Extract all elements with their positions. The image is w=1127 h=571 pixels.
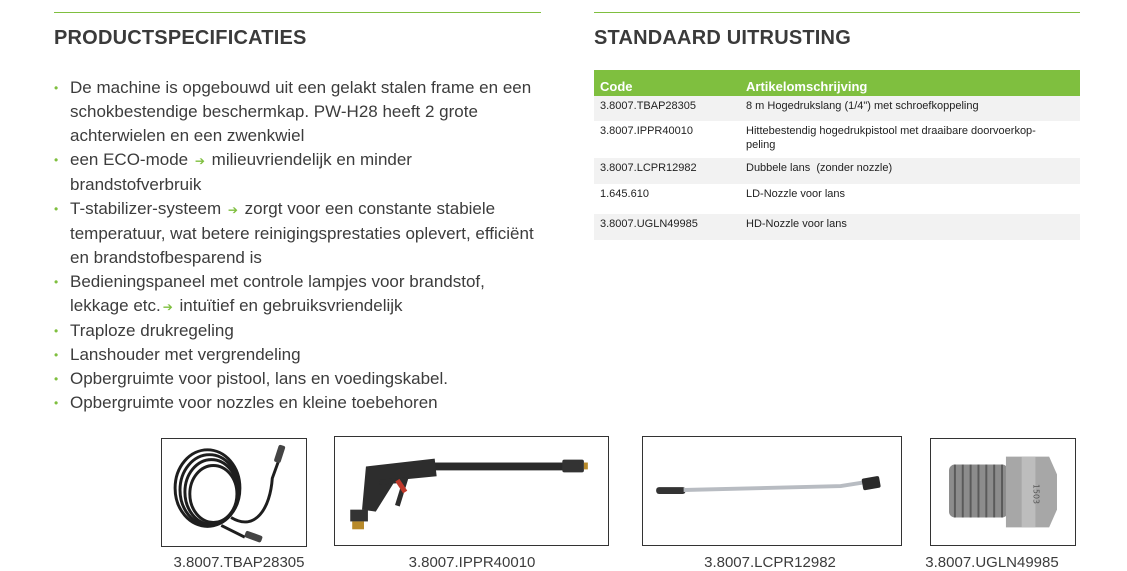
bullet-icon: • <box>54 275 59 289</box>
table-row <box>594 214 1080 240</box>
list-item: • een ECO-mode ➔ milieuvriendelijk en minder brandstofverbruik <box>54 150 412 194</box>
list-item: • De machine is opgebouwd uit een gelakt stalen frame en een schokbestendige beschermkap. PW-H28 heeft 2 grote achterwielen en een zwenkwiel <box>54 78 532 145</box>
list-item: • Lanshouder met vergrendeling <box>54 343 541 367</box>
list-item: • Traploze drukregeling <box>54 319 541 343</box>
bullet-icon: • <box>54 396 59 410</box>
cell-code: 3.8007.UGLN49985 <box>594 214 740 240</box>
equipment-table <box>594 70 1080 240</box>
bullet-icon: • <box>54 324 59 338</box>
column-header-description: Artikelomschrijving <box>740 70 1080 96</box>
spray-gun-image <box>334 436 609 546</box>
list-item: • T-stabilizer-systeem ➔ zorgt voor een constante stabiele temperatuur, wat betere reinigingsprestaties oplevert, efficiënt en brandstofbesparend is <box>54 199 534 267</box>
image-caption: 3.8007.IPPR40010 <box>408 554 536 571</box>
image-caption: 3.8007.TBAP28305 <box>173 554 305 571</box>
bullet-icon: • <box>54 202 59 216</box>
image-caption: 3.8007.LCPR12982 <box>704 554 836 571</box>
arrow-right-icon: ➔ <box>227 203 238 217</box>
cell-description: HD-Nozzle voor lans <box>740 214 1080 240</box>
cell-description: Hittebestendig hogedrukpistool met draaibare doorvoerkop-peling <box>746 125 1036 151</box>
lance-image <box>642 436 902 546</box>
cell-code: 3.8007.IPPR40010 <box>600 125 693 137</box>
table-row <box>594 121 1080 158</box>
bullet-icon: • <box>54 153 59 167</box>
arrow-right-icon: ➔ <box>162 300 173 314</box>
table-row <box>594 96 1080 121</box>
column-header-code: Code <box>594 70 740 96</box>
nozzle-marking: 1503 <box>1031 483 1041 504</box>
cell-code: 3.8007.TBAP28305 <box>594 96 740 121</box>
spray-gun-icon <box>335 437 608 545</box>
list-item: • Opbergruimte voor nozzles en kleine toebehoren <box>54 391 541 415</box>
image-caption: 3.8007.UGLN49985 <box>925 554 1059 571</box>
section-rule <box>54 12 541 13</box>
hose-coil-icon <box>162 439 306 546</box>
hose-image <box>161 438 307 547</box>
list-item: • Bedieningspaneel met controle lampjes voor brandstof, lekkage etc. ➔ intuïtief en gebruiksvriendelijk <box>54 272 485 315</box>
table-row <box>594 158 1080 184</box>
bullet-icon: • <box>54 372 59 386</box>
bullet-icon: • <box>54 81 59 95</box>
cell-code: 1.645.610 <box>600 188 649 200</box>
table-row <box>594 184 1080 214</box>
spec-list <box>54 76 541 415</box>
bullet-icon: • <box>54 348 59 362</box>
list-item: • Opbergruimte voor pistool, lans en voedingskabel. <box>54 367 541 391</box>
arrow-right-icon: ➔ <box>194 154 205 168</box>
section-rule <box>594 12 1080 13</box>
section-heading: STANDAARD UITRUSTING <box>594 27 851 49</box>
nozzle-icon <box>931 439 1075 545</box>
cell-code: 3.8007.LCPR12982 <box>594 158 740 184</box>
cell-description: 8 m Hogedrukslang (1/4") met schroefkoppeling <box>740 96 1080 121</box>
cell-description: Dubbele lans (zonder nozzle) <box>740 158 1080 184</box>
cell-description: LD-Nozzle voor lans <box>746 188 846 200</box>
table-header-row <box>594 70 1080 96</box>
lance-icon <box>643 437 901 545</box>
section-heading: PRODUCTSPECIFICATIES <box>54 27 307 49</box>
nozzle-image <box>930 438 1076 546</box>
